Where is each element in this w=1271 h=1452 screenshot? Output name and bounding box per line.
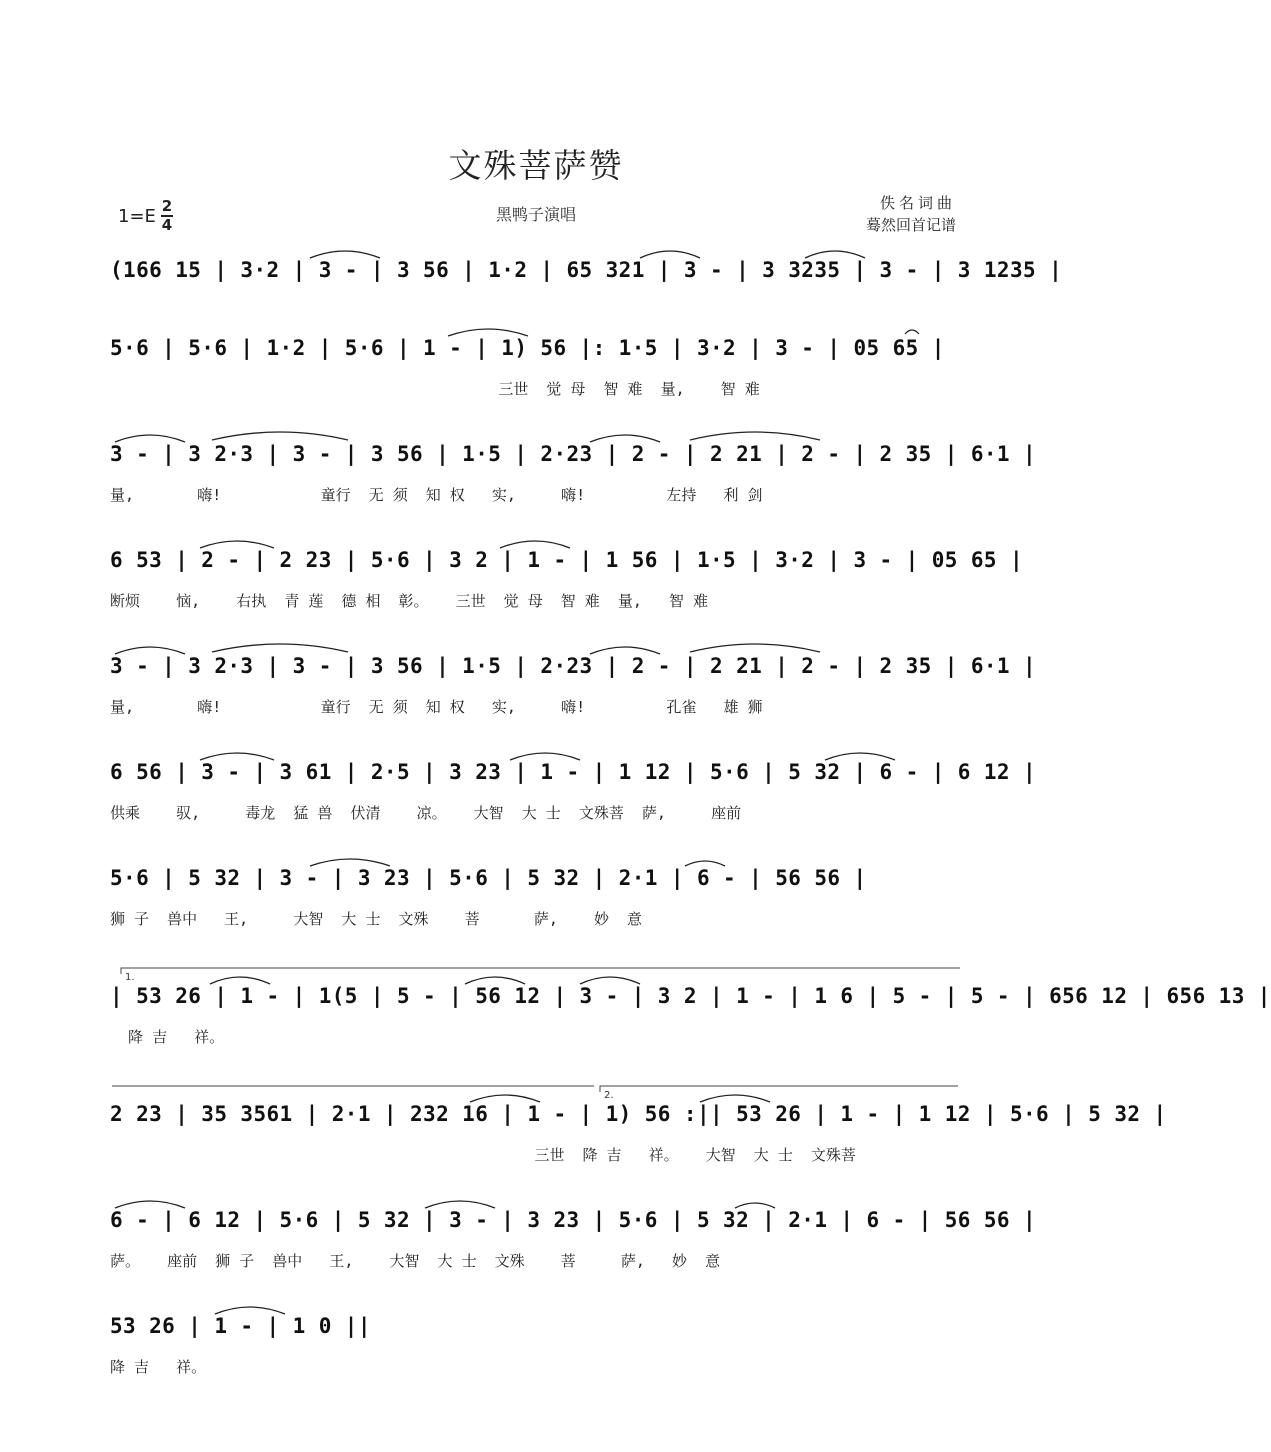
jianpu-notes: 3 - | 3 2·3 | 3 - | 3 56 | 1·5 | 2·23 | 2 - | 2 21 | 2 - | 2 35 | 6·1 | (110, 654, 1037, 678)
lyrics-line: 断烦 恼, 右执 青 莲 德 相 彰。 三世 觉 母 智 难 量, 智 难 (110, 592, 709, 610)
score-row-10 (0, 1202, 1072, 1322)
time-signature-bottom: 4 (161, 216, 173, 234)
credits (866, 192, 956, 236)
lyrics-line: 萨。 座前 狮 子 兽中 王, 大智 大 士 文殊 菩 萨, 妙 意 (110, 1252, 721, 1270)
jianpu-notes: 6 - | 6 12 | 5·6 | 5 32 | 3 - | 3 23 | 5·6 | 5 32 | 2·1 | 6 - | 56 56 | (110, 1208, 1037, 1232)
score-row-4 (0, 542, 1072, 662)
key-label: 1=E (118, 205, 156, 227)
score-row-5 (0, 648, 1072, 768)
jianpu-notes: 5·6 | 5 32 | 3 - | 3 23 | 5·6 | 5 32 | 2·1 | 6 - | 56 56 | (110, 866, 867, 890)
lyrics-line: 狮 子 兽中 王, 大智 大 士 文殊 菩 萨, 妙 意 (110, 910, 643, 928)
lyrics-line: 降 吉 祥。 (110, 1028, 225, 1046)
lyrics-line: 量, 嗨! 童行 无 须 知 权 实, 嗨! 孔雀 雄 狮 (110, 698, 763, 716)
composer-credit: 佚名词曲 (879, 194, 956, 212)
jianpu-notes: | 53 26 | 1 - | 1(5 | 5 - | 56 12 | 3 - | 3 2 | 1 - | 1 6 | 5 - | 5 - | 656 12 | 656 13 | (110, 984, 1271, 1008)
jianpu-notes: 3 - | 3 2·3 | 3 - | 3 56 | 1·5 | 2·23 | 2 - | 2 21 | 2 - | 2 35 | 6·1 | (110, 442, 1037, 466)
score-row-8 (0, 972, 1271, 1098)
lyrics-line: 三世 觉 母 智 难 量, 智 难 (110, 380, 760, 398)
performer-line: 黑鸭子演唱 (495, 205, 576, 224)
jianpu-notes: 5·6 | 5·6 | 1·2 | 5·6 | 1 - | 1) 56 |: 1·5 | 3·2 | 3 - | 05 65 | (110, 336, 945, 360)
score-row-9 (0, 1090, 1167, 1216)
score-row-7 (0, 860, 1072, 980)
lyrics-line: 量, 嗨! 童行 无 须 知 权 实, 嗨! 左持 利 剑 (110, 486, 763, 504)
volta-label: 2. (604, 1090, 614, 1101)
score-row-6 (0, 754, 1072, 874)
lyrics-line: 三世 降 吉 祥。 大智 大 士 文殊菩 (110, 1146, 856, 1164)
jianpu-notes: 6 56 | 3 - | 3 61 | 2·5 | 3 23 | 1 - | 1 12 | 5·6 | 5 32 | 6 - | 6 12 | (110, 760, 1037, 784)
lyrics-line: 供乘 驭, 毒龙 猛 兽 伏清 凉。 大智 大 士 文殊菩 萨, 座前 (110, 804, 742, 822)
volta-label: 1. (125, 972, 135, 983)
jianpu-notes: 6 53 | 2 - | 2 23 | 5·6 | 3 2 | 1 - | 1 56 | 1·5 | 3·2 | 3 - | 05 65 | (110, 548, 1024, 572)
jianpu-notes: 53 26 | 1 - | 1 0 || (110, 1314, 371, 1338)
time-signature-top: 2 (161, 197, 173, 215)
jianpu-notes: (166 15 | 3·2 | 3 - | 3 56 | 1·2 | 65 321 | 3 - | 3 3235 | 3 - | 3 1235 | (110, 258, 1063, 282)
score-row-3 (0, 436, 1072, 556)
transcriber-credit: 蓦然回首记谱 (865, 216, 956, 234)
lyrics-line: 降 吉 祥。 (110, 1358, 207, 1376)
score-row-11 (0, 1308, 1072, 1428)
score-row-2 (0, 330, 1072, 450)
song-title: 文殊菩萨赞 (448, 146, 624, 185)
jianpu-notes: 2 23 | 35 3561 | 2·1 | 232 16 | 1 - | 1) 56 :|| 53 26 | 1 - | 1 12 | 5·6 | 5 32 | (110, 1102, 1167, 1126)
